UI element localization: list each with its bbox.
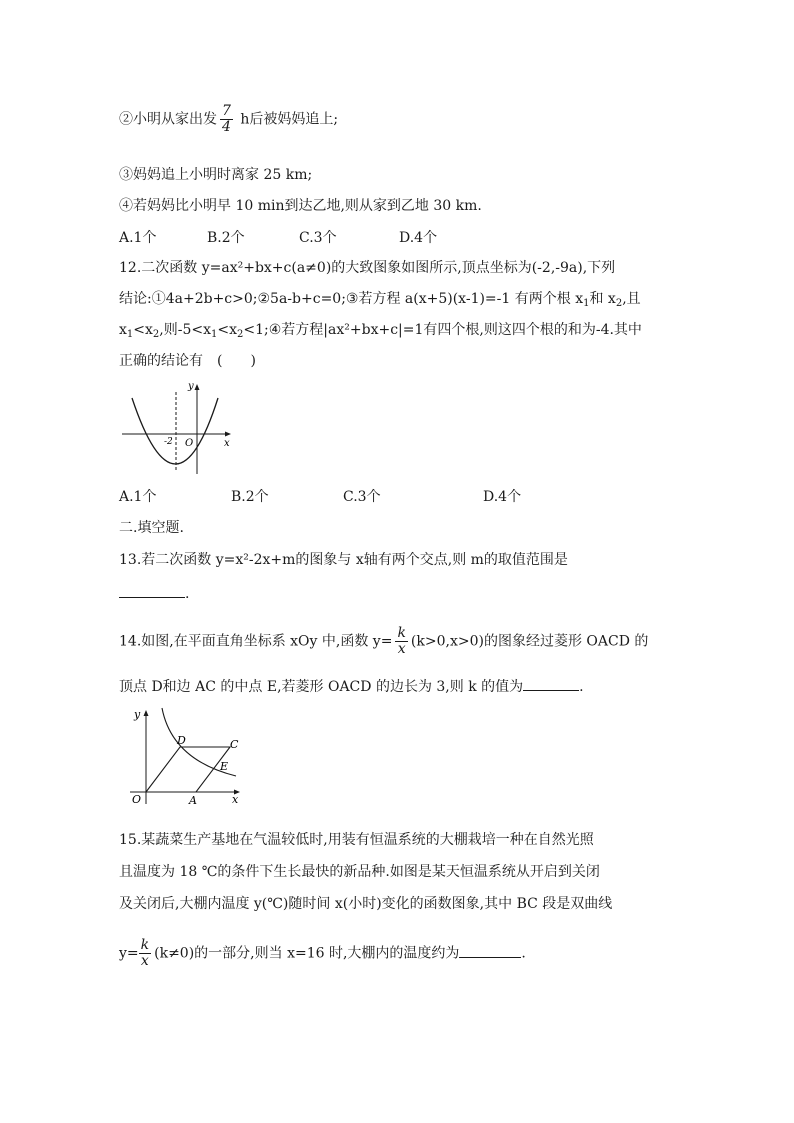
- q12-y-axis-arrow-icon: [195, 384, 200, 390]
- q12-line-2: 结论:①4a+2b+c>0;②5a-b+c=0;③若方程 a(x+5)(x-1)=-1 有两个根 $x_1$和 $x_2$,且: [119, 291, 641, 309]
- q14-line-2: 顶点 D和边 AC 的中点 E,若菱形 OACD 的边长为 3,则 k 的值为 .: [119, 675, 584, 697]
- q14-y-label: y: [134, 708, 141, 721]
- q13-answer-line: .: [119, 582, 189, 604]
- q12-line-3: $x_1<x_2$,则$-5<x_1<x_2<1;④$若方程|ax²+bx+c|=1有四个根,则这四个根的和为-4.其中: [119, 322, 642, 340]
- section-fill-in-heading: 二.填空题.: [119, 520, 184, 536]
- q12-x-axis-arrow-icon: [225, 432, 231, 437]
- q12-y-label: y: [188, 381, 194, 392]
- fraction-k-x: $\frac{k}{x}$: [397, 625, 406, 657]
- q14-x-label: x: [232, 793, 239, 806]
- fraction-k-x-q15: $\frac{k}{x}$: [140, 937, 150, 969]
- q15-line-3: 及关闭后,大棚内温度 y(℃)随时间 x(小时)变化的函数图象,其中 BC 段是双曲线: [119, 896, 613, 912]
- q14-point-c-label: C: [230, 738, 239, 751]
- fraction-7-4: $\frac{7}{4}$: [222, 103, 231, 135]
- q12-origin-label: O: [185, 438, 194, 449]
- q14-rhombus-graph: [126, 704, 246, 810]
- q11-option-d: D.4个: [399, 230, 438, 246]
- q14-point-a-label: A: [189, 794, 197, 807]
- q15-line-1: 15.某蔬菜生产基地在气温较低时,用装有恒温系统的大棚栽培一种在自然光照: [119, 832, 594, 848]
- q12-parabola-curve: [132, 398, 218, 464]
- q13-answer-blank[interactable]: [119, 582, 185, 598]
- q12-option-a: A.1个: [119, 489, 157, 505]
- q11-option-c: C.3个: [299, 230, 337, 246]
- q11-statement-4: ④若妈妈比小明早 10 min到达乙地,则从家到乙地 30 km.: [119, 198, 482, 214]
- q15-answer-blank[interactable]: [459, 942, 521, 958]
- q14-point-d-label: D: [177, 734, 186, 747]
- q12-line-1: 12.二次函数 y=ax²+bx+c(a≠0)的大致图象如图所示,顶点坐标为(-2,-9a),下列: [119, 260, 616, 276]
- q12-option-c: C.3个: [343, 489, 381, 505]
- q12-option-b: B.2个: [231, 489, 269, 505]
- q12-parabola-graph: [118, 380, 238, 480]
- q12-minus2-label: -2: [164, 437, 173, 447]
- q14-answer-blank[interactable]: [523, 675, 579, 691]
- q11-option-a: A.1个: [119, 230, 157, 246]
- q15-line-2: 且温度为 18 ℃的条件下生长最快的新品种.如图是某天恒温系统从开启到关闭: [119, 864, 600, 880]
- q11-option-b: B.2个: [207, 230, 245, 246]
- q11-statement-2: ②小明从家出发 $\frac{7}{4}$ h后被妈妈追上;: [119, 103, 339, 135]
- q14-origin-label: O: [132, 793, 142, 806]
- q12-x-label: x: [224, 438, 230, 449]
- q15-line-4: y= $\frac{k}{x}$ (k≠0)的一部分,则当 x=16 时,大棚内的温度约为 .: [119, 937, 526, 969]
- q14-y-axis-arrow-icon: [144, 710, 149, 716]
- q12-option-d: D.4个: [483, 489, 522, 505]
- q13-line-1: 13.若二次函数 y=x²-2x+m的图象与 x轴有两个交点,则 m的取值范围是: [119, 552, 568, 568]
- q11-statement-3: ③妈妈追上小明时离家 25 km;: [119, 167, 313, 183]
- q12-line-4: 正确的结论有 ( ): [119, 353, 256, 369]
- q14-line-1: 14.如图,在平面直角坐标系 xOy 中,函数 y= $\frac{k}{x}$ (k>0,x>0)的图象经过菱形 OACD 的: [119, 625, 649, 657]
- q14-point-e-label: E: [220, 760, 229, 773]
